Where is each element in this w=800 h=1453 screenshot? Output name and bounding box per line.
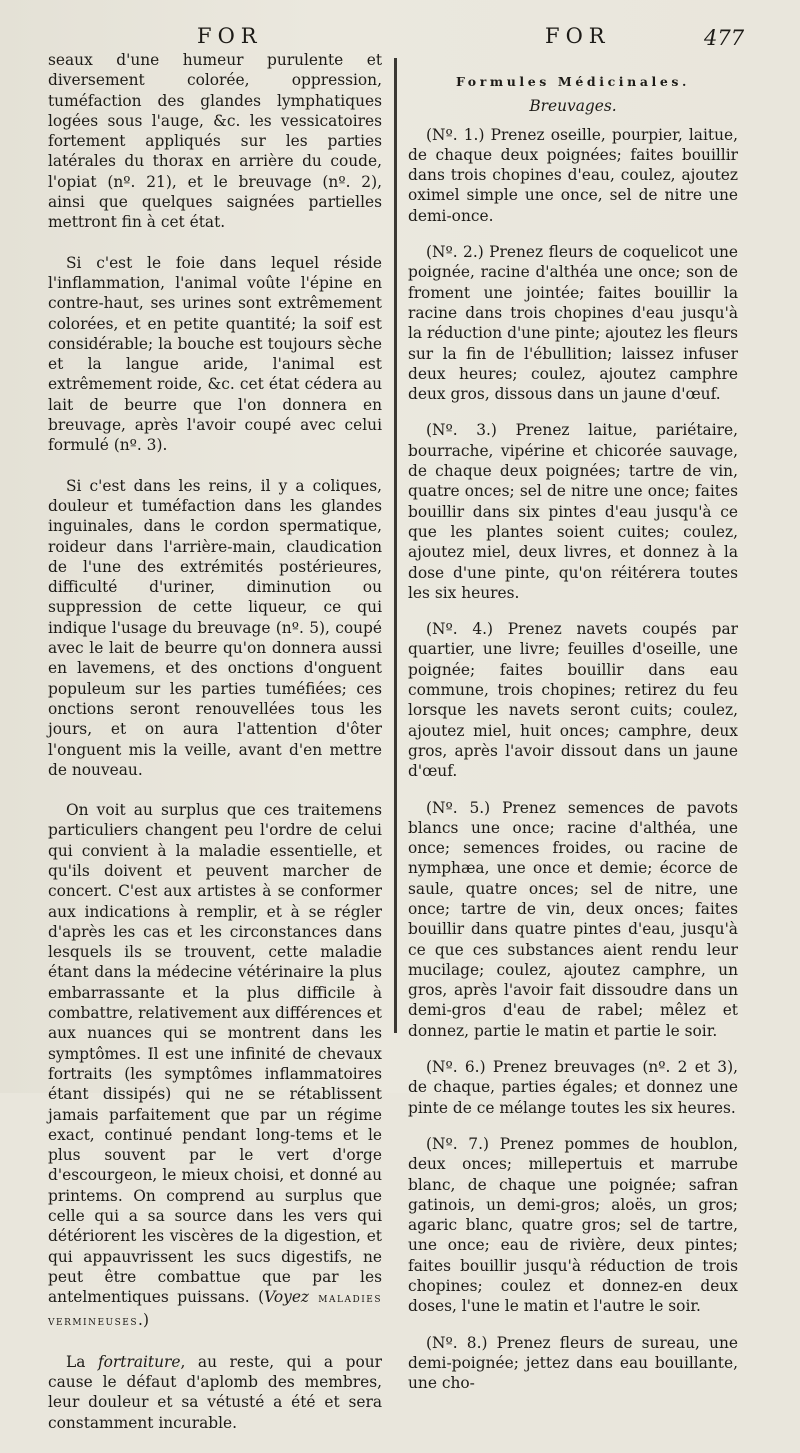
fortraiture-lead: La — [66, 1352, 98, 1371]
section-title: Formules Médicinales. — [455, 74, 691, 89]
section-subtitle: Breuvages. — [529, 97, 617, 116]
paragraph-kidneys: Si c'est dans les reins, il y a coliques, douleur et tuméfaction dans les glandes inguinales, dans le cordon spermatique, roideur dans l'arrière-main, claudication de l'une des extrémités postérieures, difficulté d'uriner, diminution ou suppression de cette liqueur, ce qui indique l'usage du breuvage (nº. 5), coupé avec le lait de beurre qu'on donnera aussi en lavemens, et des onctions d'onguent populeum sur les parties tuméfiées; ces onctions seront renouvellées tous les jours, et on aura l'attention d'ôter l'onguent mis la veille, avant d'en mettre de nouveau. — [48, 476, 382, 779]
fortraiture-term: fortraiture — [97, 1352, 181, 1371]
running-head-right: FOR — [545, 24, 611, 48]
formula-5: (Nº. 5.) Prenez semences de pavots blancs une once; racine d'althéa, une once; semences froides, ou racine de nymphæa, une once et demie; écorce de saule, quatre onces; sel de nitre, une once; tartre de vin, deux onces; faites bouillir dans quatre pintes d'eau, jusqu'à ce que ces substances aient rendu leur mucilage; coulez, ajoutez camphre, un gros, après l'avoir fait dissoudre dans un demi-gros d'eau de rabel; mêlez et donnez, partie le matin et partie le soir. — [408, 798, 738, 1040]
formula-2: (Nº. 2.) Prenez fleurs de coquelicot une poignée, racine d'althéa une once; son de froment une jointée; faites bouillir la racine dans trois chopines d'eau jusqu'à la réduction d'une pinte; ajoutez les fleurs sur la fin de l'ébullition; laissez infuser deux heures; coulez, ajoutez camphre deux gros, dissous dans un jaune d'œuf. — [408, 243, 738, 404]
formula-4: (Nº. 4.) Prenez navets coupés par quartier, une livre; feuilles d'oseille, une poignée; faites bouillir dans eau commune, trois chopines; retirez du feu lorsque les navets seront cuits; coulez, ajoutez miel, huit onces; camphre, deux gros, après l'avoir dissout dans un jaune d'œuf. — [408, 620, 738, 781]
paragraph-general-treatment — [48, 800, 382, 1332]
paragraph-liver: Si c'est le foie dans lequel réside l'inflammation, l'animal voûte l'épine en contre-haut, ses urines sont extrêmement colorées, et en petite quantité; la soif est considérable; la bouche est toujours sèche et la langue aride, l'animal est extrêmement roide, &c. cet état cédera au lait de beurre que l'on donnera en breuvage, après l'avoir coupé avec celui formulé (nº. 3). — [48, 253, 382, 455]
formula-7: (Nº. 7.) Prenez pommes de houblon, deux onces; millepertuis et marrube blanc, de chaque une poignée; safran gatinois, un demi-gros; aloës, un gros; agaric blanc, quatre gros; sel de tartre, une once; eau de rivière, deux pintes; faites bouillir jusqu'à réduction de trois chopines; coulez et donnez-en deux doses, l'une le matin et l'autre le soir. — [408, 1134, 738, 1316]
formula-1: (Nº. 1.) Prenez oseille, pourpier, laitue, de chaque deux poignées; faites bouillir dans trois chopines d'eau, coulez, ajoutez oximel simple une once, sel de nitre une demi-once. — [408, 125, 738, 225]
cross-reference-target: maladies vermineuses — [48, 1291, 382, 1329]
formula-8: (Nº. 8.) Prenez fleurs de sureau, une demi-poignée; jettez dans eau bouillante, une cho- — [408, 1333, 738, 1393]
left-column — [48, 50, 382, 1453]
cross-reference-voyez: Voyez — [264, 1288, 310, 1307]
paragraph-continuation: seaux d'une humeur purulente et diversement colorée, oppression, tuméfaction des glandes lymphatiques logées sous l'auge, &c. les vessicatoires fortement appliqués sur les parties latérales du thorax en arrière du coude, l'opiat (nº. 21), et le breuvage (nº. 2), ainsi que quelques saignées partielles mettront fin à cet état. — [48, 51, 382, 232]
formula-3: (Nº. 3.) Prenez laitue, pariétaire, bourrache, vipérine et chicorée sauvage, de chaque deux poignées; tartre de vin, quatre onces; sel de nitre une once; faites bouillir dans six pintes d'eau jusqu'à ce que les plantes soient cuites; coulez, ajoutez miel, deux livres, et donnez à la dose d'une pinte, qu'on réitérera toutes les six heures. — [408, 421, 738, 602]
paragraph-general-end: .) — [138, 1310, 149, 1329]
right-column — [408, 50, 738, 1394]
paragraph-fortraiture — [48, 1352, 382, 1433]
fortraiture-text: , au reste, qui a pour cause le défaut d'aplomb des membres, leur douleur et sa vétusté a été et sera constamment incurable. — [48, 1352, 382, 1432]
column-divider — [394, 58, 397, 1033]
paragraph-general-text: On voit au surplus que ces traitemens particuliers changent peu l'ordre de celui qui convient à la maladie essentielle, et qu'ils doivent et peuvent marcher de concert. C'est aux artistes à se conformer aux indications à remplir, et à se régler d'après les cas et les circonstances dans lesquels ils se trouvent, cette maladie étant dans la médecine vétérinaire la plus embarrassante et la plus difficile à combattre, relativement aux différences et aux nuances qui se montrent dans les symptômes. Il est une infinité de chevaux fortraits (les symptômes inflammatoires étant dissipés) qui ne se rétablissent jamais parfaitement que par un régime exact, continué pendant long-tems et le plus souvent par le vert d'orge d'escourgeon, le mieux choisi, et donné au printems. On comprend au surplus que celle qui a sa source dans les vers qui détériorent les viscères de la digestion, et qui appauvrissent les sucs digestifs, ne peut être combattue que par les antelmentiques puissans. ( — [48, 801, 382, 1307]
running-head-left: FOR — [197, 24, 263, 48]
formula-6: (Nº. 6.) Prenez breuvages (nº. 2 et 3), de chaque, parties égales; et donnez une pinte de ce mélange toutes les six heures. — [408, 1058, 738, 1117]
page-number: 477 — [704, 26, 745, 50]
